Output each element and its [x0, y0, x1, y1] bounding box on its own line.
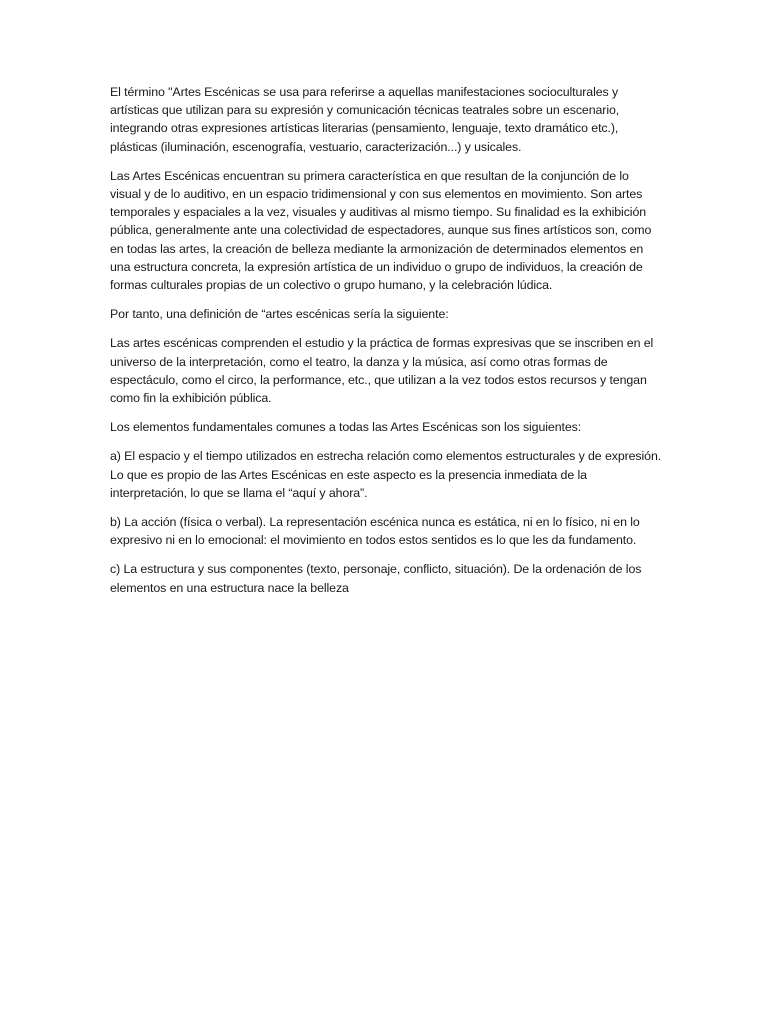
list-item-space-time: a) El espacio y el tiempo utilizados en estrecha relación como elementos estructurales y de expresión. Lo que es propio de las Artes Escénicas en este aspecto es la presencia inmediata de la interpretación, lo que se llama el “aquí y ahora”. [110, 449, 662, 500]
document-body [110, 83, 662, 608]
paragraph-elements-lead: Los elementos fundamentales comunes a todas las Artes Escénicas son los siguientes: [110, 420, 582, 435]
paragraph-definition-lead: Por tanto, una definición de “artes escénicas sería la siguiente: [110, 307, 449, 322]
paragraph-characteristics: Las Artes Escénicas encuentran su primera característica en que resultan de la conjunción de lo visual y de lo auditivo, en un espacio tridimensional y con sus elementos en movimiento. Son artes temporales y espaciales a la vez, visuales y auditivas al mismo tiempo. Su finalidad es la exhibición pública, generalmente ante una colectividad de espectadores, aunque sus fines artísticos son, como en todas las artes, la creación de belleza mediante la armonización de determinados elementos en una estructura concreta, la expresión artística de un individuo o grupo de individuos, la creación de formas culturales propias de un colectivo o grupo humano, y la celebración lúdica. [110, 168, 652, 293]
paragraph-definition: Las artes escénicas comprenden el estudio y la práctica de formas expresivas que se inscriben en el universo de la interpretación, como el teatro, la danza y la música, así como otras formas de espectáculo, como el circo, la performance, etc., que utilizan a la vez todos estos recursos y tengan como fin la exhibición pública. [110, 336, 654, 406]
paragraph-definition-intro: El término "Artes Escénicas se usa para referirse a aquellas manifestaciones socioculturales y artísticas que utilizan para su expresión y comunicación técnicas teatrales sobre un escenario, integrando otras expresiones artísticas literarias (pensamiento, lenguaje, texto dramático etc.), plásticas (iluminación, escenografía, vestuario, caracterización...) y usicales. [110, 85, 620, 154]
list-item-action: b) La acción (física o verbal). La representación escénica nunca es estática, ni en lo físico, ni en lo expresivo ni en lo emocional: el movimiento en todos estos sentidos es lo que les da fundamento. [110, 515, 640, 548]
list-item-structure: c) La estructura y sus componentes (texto, personaje, conflicto, situación). De la ordenación de los elementos en una estructura nace la belleza [110, 562, 642, 595]
